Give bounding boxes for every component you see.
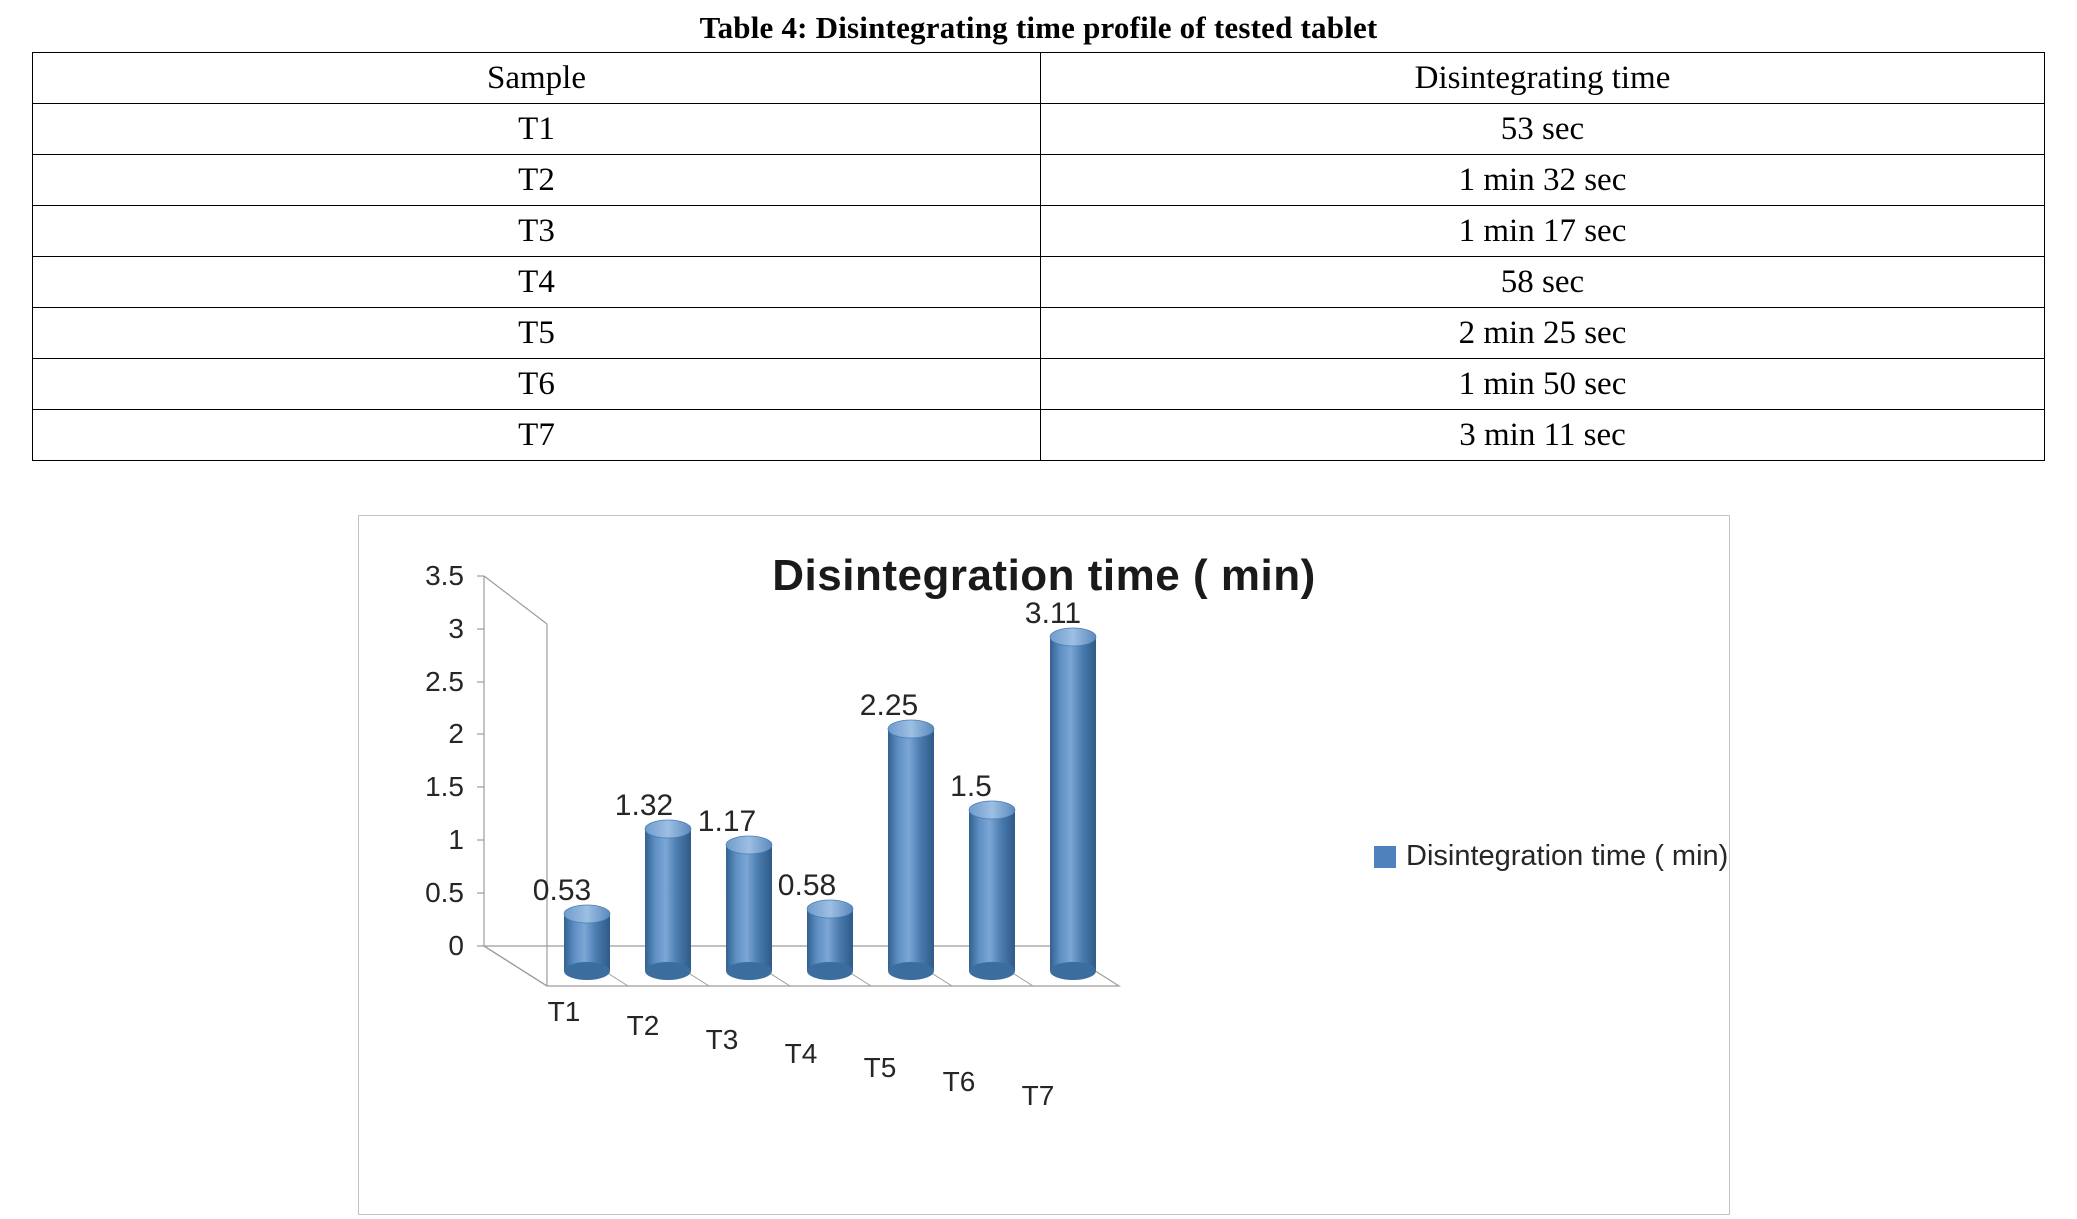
bar-value-label-t3: 1.17 [697, 805, 757, 838]
chart-plot-area [359, 516, 1729, 1214]
cell-sample: T4 [33, 257, 1041, 308]
bar-value-label-t4: 0.58 [777, 869, 837, 902]
cell-sample: T3 [33, 206, 1041, 257]
cell-time: 1 min 32 sec [1041, 155, 2045, 206]
legend-label: Disintegration time ( min) [1406, 840, 1729, 872]
bar-value-label-t2: 1.32 [614, 789, 674, 822]
x-tick-label-t2: T2 [626, 1010, 660, 1041]
cell-time: 3 min 11 sec [1041, 410, 2045, 461]
y-tick-label: 1 [448, 824, 464, 855]
cell-sample: T1 [33, 104, 1041, 155]
cell-time: 1 min 17 sec [1041, 206, 2045, 257]
table-row [33, 359, 2045, 410]
x-tick-label-t5: T5 [863, 1052, 897, 1083]
bar-T1 [564, 905, 610, 980]
x-tick-label-t1: T1 [547, 996, 581, 1027]
y-tick-label: 1.5 [425, 771, 464, 802]
table-row [33, 410, 2045, 461]
y-tick-label: 2 [448, 718, 464, 749]
table-row [33, 206, 2045, 257]
table-row [33, 155, 2045, 206]
cell-sample: T7 [33, 410, 1041, 461]
y-tick-label: 0 [448, 930, 464, 961]
x-tick-label-t4: T4 [784, 1038, 818, 1069]
table-row [33, 104, 2045, 155]
table-caption: Table 4: Disintegrating time profile of tested tablet [699, 10, 1378, 45]
bar-T6 [969, 801, 1015, 980]
column-header-disintegrating-time: Disintegrating time [1041, 53, 2045, 104]
legend-swatch-icon [1374, 846, 1396, 868]
y-tick-label: 3 [448, 613, 464, 644]
table-row [33, 308, 2045, 359]
bar-value-label-t1: 0.53 [532, 874, 592, 907]
x-tick-label-t7: T7 [1021, 1080, 1055, 1111]
table-row [33, 257, 2045, 308]
cell-sample: T6 [33, 359, 1041, 410]
cell-time: 2 min 25 sec [1041, 308, 2045, 359]
bar-T7 [1050, 628, 1096, 980]
bar-value-label-t5: 2.25 [859, 689, 919, 722]
chart-title: Disintegration time ( min) [772, 551, 1316, 600]
cell-sample: T5 [33, 308, 1041, 359]
column-header-sample: Sample [33, 53, 1041, 104]
cell-time: 1 min 50 sec [1041, 359, 2045, 410]
bar-value-label-t7: 3.11 [1024, 597, 1082, 630]
disintegrating-time-table [32, 52, 2045, 461]
chart-container [358, 515, 1730, 1215]
y-tick-label: 0.5 [425, 877, 464, 908]
bar-T4 [807, 900, 853, 980]
bar-T5 [888, 720, 934, 980]
cell-sample: T2 [33, 155, 1041, 206]
x-tick-label-t6: T6 [942, 1066, 976, 1097]
y-tick-label: 3.5 [425, 560, 464, 591]
cell-time: 58 sec [1041, 257, 2045, 308]
x-tick-label-t3: T3 [705, 1024, 739, 1055]
bar-T2 [645, 820, 691, 980]
bar-T3 [726, 836, 772, 980]
chart-legend [1374, 840, 1728, 873]
bar-value-label-t6: 1.5 [950, 770, 992, 803]
cell-time: 53 sec [1041, 104, 2045, 155]
y-tick-label: 2.5 [425, 666, 464, 697]
table-header-row [33, 53, 2045, 104]
